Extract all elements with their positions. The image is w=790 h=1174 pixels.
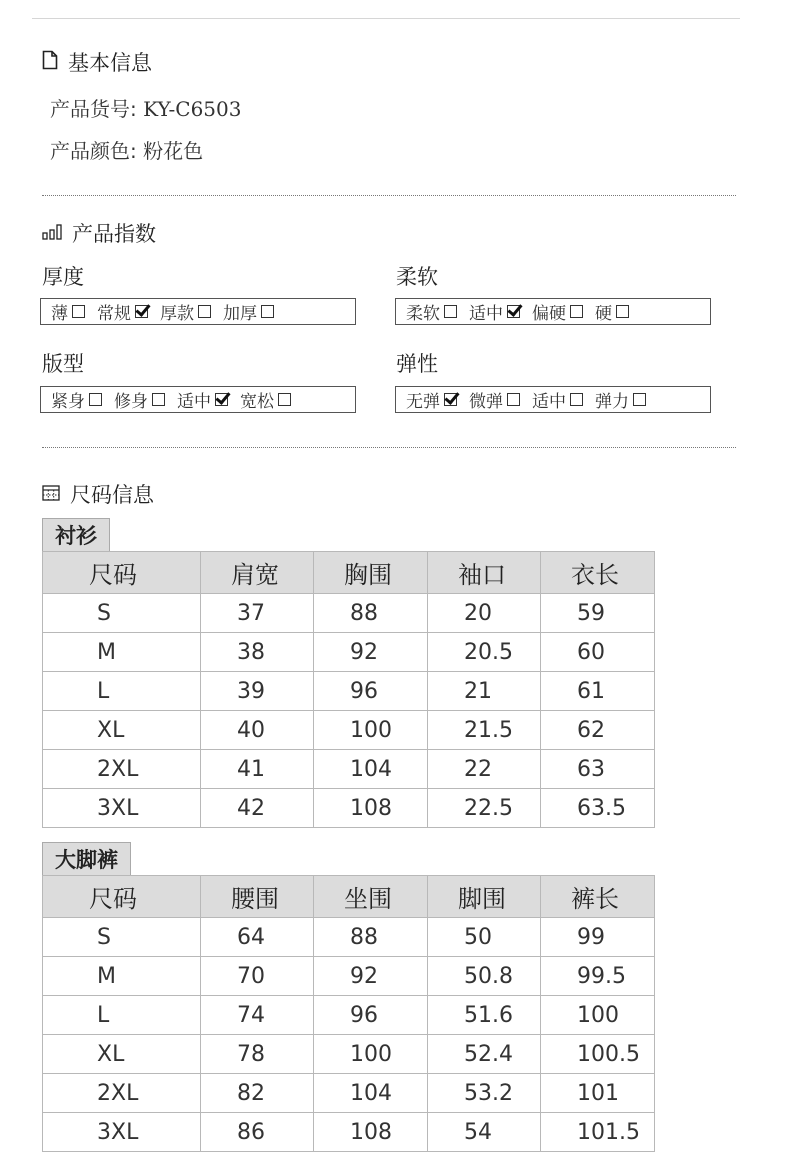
table-row bbox=[43, 594, 655, 633]
checkbox-icon[interactable] bbox=[444, 305, 457, 318]
softness-option[interactable]: 偏硬 bbox=[532, 299, 583, 324]
checkbox-icon[interactable] bbox=[633, 393, 646, 406]
softness-option[interactable]: 硬 bbox=[595, 299, 629, 324]
table-cell: 54 bbox=[428, 1113, 541, 1152]
table-row bbox=[43, 918, 655, 957]
elasticity-option[interactable]: 无弹 bbox=[406, 387, 457, 412]
thickness-label: 厚度 bbox=[42, 265, 84, 289]
checkbox-checked-icon[interactable] bbox=[215, 393, 228, 406]
size-info-header bbox=[42, 479, 154, 509]
column-header: 尺码 bbox=[43, 876, 201, 918]
elasticity-label: 弹性 bbox=[396, 352, 438, 376]
column-header: 尺码 bbox=[43, 552, 201, 594]
table-cell: 104 bbox=[314, 1074, 428, 1113]
table-cell: 39 bbox=[201, 672, 314, 711]
column-header: 肩宽 bbox=[201, 552, 314, 594]
table-cell: 92 bbox=[314, 633, 428, 672]
table-cell: 3XL bbox=[43, 789, 201, 828]
item-number-line bbox=[50, 93, 241, 122]
table-cell: 100.5 bbox=[541, 1035, 655, 1074]
table-cell: L bbox=[43, 672, 201, 711]
table-cell: 38 bbox=[201, 633, 314, 672]
table-cell: XL bbox=[43, 1035, 201, 1074]
table-row bbox=[43, 957, 655, 996]
table-row bbox=[43, 789, 655, 828]
fit-option[interactable]: 紧身 bbox=[51, 387, 102, 412]
table-cell: 100 bbox=[314, 711, 428, 750]
table-cell: 60 bbox=[541, 633, 655, 672]
calendar-icon bbox=[42, 482, 60, 506]
fit-option[interactable]: 适中 bbox=[177, 387, 228, 412]
table-cell: 82 bbox=[201, 1074, 314, 1113]
table-cell: 108 bbox=[314, 1113, 428, 1152]
table-cell: 51.6 bbox=[428, 996, 541, 1035]
column-header: 衣长 bbox=[541, 552, 655, 594]
shirt-size-table bbox=[42, 551, 655, 828]
checkbox-icon[interactable] bbox=[507, 393, 520, 406]
checkbox-icon[interactable] bbox=[570, 393, 583, 406]
thickness-options bbox=[40, 298, 356, 325]
fit-option[interactable]: 修身 bbox=[114, 387, 165, 412]
checkbox-checked-icon[interactable] bbox=[444, 393, 457, 406]
item-number-label: 产品货号: bbox=[50, 97, 137, 121]
checkbox-icon[interactable] bbox=[198, 305, 211, 318]
softness-label: 柔软 bbox=[396, 265, 438, 289]
column-header: 坐围 bbox=[314, 876, 428, 918]
column-header: 裤长 bbox=[541, 876, 655, 918]
table-cell: L bbox=[43, 996, 201, 1035]
table-cell: 88 bbox=[314, 594, 428, 633]
basic-info-header bbox=[42, 47, 152, 77]
table-cell: 96 bbox=[314, 996, 428, 1035]
table-cell: 99.5 bbox=[541, 957, 655, 996]
table-cell: 52.4 bbox=[428, 1035, 541, 1074]
table-cell: 88 bbox=[314, 918, 428, 957]
table-cell: 41 bbox=[201, 750, 314, 789]
table-cell: 92 bbox=[314, 957, 428, 996]
column-header: 脚围 bbox=[428, 876, 541, 918]
thickness-option[interactable]: 常规 bbox=[97, 299, 148, 324]
checkbox-icon[interactable] bbox=[89, 393, 102, 406]
fit-option[interactable]: 宽松 bbox=[240, 387, 291, 412]
pants-size-table bbox=[42, 875, 655, 1152]
softness-options bbox=[395, 298, 711, 325]
table-row bbox=[43, 1074, 655, 1113]
thickness-option[interactable]: 薄 bbox=[51, 299, 85, 324]
table-cell: 99 bbox=[541, 918, 655, 957]
table-cell: 42 bbox=[201, 789, 314, 828]
product-index-title: 产品指数 bbox=[72, 222, 156, 246]
fit-options bbox=[40, 386, 356, 413]
table-cell: 22.5 bbox=[428, 789, 541, 828]
table-cell: 63.5 bbox=[541, 789, 655, 828]
table-cell: 37 bbox=[201, 594, 314, 633]
divider-2 bbox=[42, 447, 736, 448]
table-cell: 3XL bbox=[43, 1113, 201, 1152]
fit-label: 版型 bbox=[42, 352, 84, 376]
table-cell: 86 bbox=[201, 1113, 314, 1152]
elasticity-option[interactable]: 弹力 bbox=[595, 387, 646, 412]
elasticity-option[interactable]: 微弹 bbox=[469, 387, 520, 412]
table-cell: 100 bbox=[314, 1035, 428, 1074]
table-cell: 104 bbox=[314, 750, 428, 789]
table-cell: 2XL bbox=[43, 1074, 201, 1113]
table-cell: 100 bbox=[541, 996, 655, 1035]
shirt-table-label: 衬衫 bbox=[42, 518, 110, 551]
table-cell: 50 bbox=[428, 918, 541, 957]
table-header-row bbox=[43, 876, 655, 918]
table-cell: 63 bbox=[541, 750, 655, 789]
table-row bbox=[43, 1113, 655, 1152]
thickness-option[interactable]: 加厚 bbox=[223, 299, 274, 324]
table-cell: M bbox=[43, 633, 201, 672]
table-cell: 61 bbox=[541, 672, 655, 711]
table-cell: 59 bbox=[541, 594, 655, 633]
table-cell: XL bbox=[43, 711, 201, 750]
bar-chart-icon bbox=[42, 221, 62, 245]
table-cell: 74 bbox=[201, 996, 314, 1035]
table-cell: 96 bbox=[314, 672, 428, 711]
table-cell: 101.5 bbox=[541, 1113, 655, 1152]
table-cell: 22 bbox=[428, 750, 541, 789]
checkbox-icon[interactable] bbox=[616, 305, 629, 318]
checkbox-icon[interactable] bbox=[72, 305, 85, 318]
color-label: 产品颜色: bbox=[50, 139, 137, 163]
table-cell: 53.2 bbox=[428, 1074, 541, 1113]
softness-option[interactable]: 适中 bbox=[469, 299, 520, 324]
table-cell: S bbox=[43, 594, 201, 633]
product-index-header bbox=[42, 218, 156, 248]
column-header: 腰围 bbox=[201, 876, 314, 918]
table-cell: 64 bbox=[201, 918, 314, 957]
table-cell: 20 bbox=[428, 594, 541, 633]
thickness-option[interactable]: 厚款 bbox=[160, 299, 211, 324]
table-cell: S bbox=[43, 918, 201, 957]
table-row bbox=[43, 750, 655, 789]
checkbox-icon[interactable] bbox=[570, 305, 583, 318]
top-divider bbox=[32, 18, 740, 19]
color-line bbox=[50, 135, 203, 164]
table-cell: 101 bbox=[541, 1074, 655, 1113]
table-row bbox=[43, 1035, 655, 1074]
divider-1 bbox=[42, 195, 736, 196]
document-icon bbox=[42, 50, 58, 75]
table-cell: M bbox=[43, 957, 201, 996]
table-cell: 2XL bbox=[43, 750, 201, 789]
table-row bbox=[43, 633, 655, 672]
column-header: 袖口 bbox=[428, 552, 541, 594]
basic-info-title: 基本信息 bbox=[68, 51, 152, 75]
table-cell: 21.5 bbox=[428, 711, 541, 750]
table-cell: 62 bbox=[541, 711, 655, 750]
table-header-row bbox=[43, 552, 655, 594]
table-row bbox=[43, 711, 655, 750]
size-info-title: 尺码信息 bbox=[70, 483, 154, 507]
checkbox-icon[interactable] bbox=[278, 393, 291, 406]
checkbox-icon[interactable] bbox=[152, 393, 165, 406]
pants-table-label: 大脚裤 bbox=[42, 842, 131, 875]
table-cell: 21 bbox=[428, 672, 541, 711]
table-row bbox=[43, 996, 655, 1035]
table-row bbox=[43, 672, 655, 711]
table-cell: 50.8 bbox=[428, 957, 541, 996]
item-number-value: KY-C6503 bbox=[143, 97, 242, 121]
table-cell: 40 bbox=[201, 711, 314, 750]
column-header: 胸围 bbox=[314, 552, 428, 594]
checkbox-icon[interactable] bbox=[261, 305, 274, 318]
checkbox-checked-icon[interactable] bbox=[507, 305, 520, 318]
softness-option[interactable]: 柔软 bbox=[406, 299, 457, 324]
color-value: 粉花色 bbox=[143, 139, 204, 163]
table-cell: 70 bbox=[201, 957, 314, 996]
table-cell: 78 bbox=[201, 1035, 314, 1074]
table-cell: 108 bbox=[314, 789, 428, 828]
elasticity-option[interactable]: 适中 bbox=[532, 387, 583, 412]
table-cell: 20.5 bbox=[428, 633, 541, 672]
elasticity-options bbox=[395, 386, 711, 413]
checkbox-checked-icon[interactable] bbox=[135, 305, 148, 318]
